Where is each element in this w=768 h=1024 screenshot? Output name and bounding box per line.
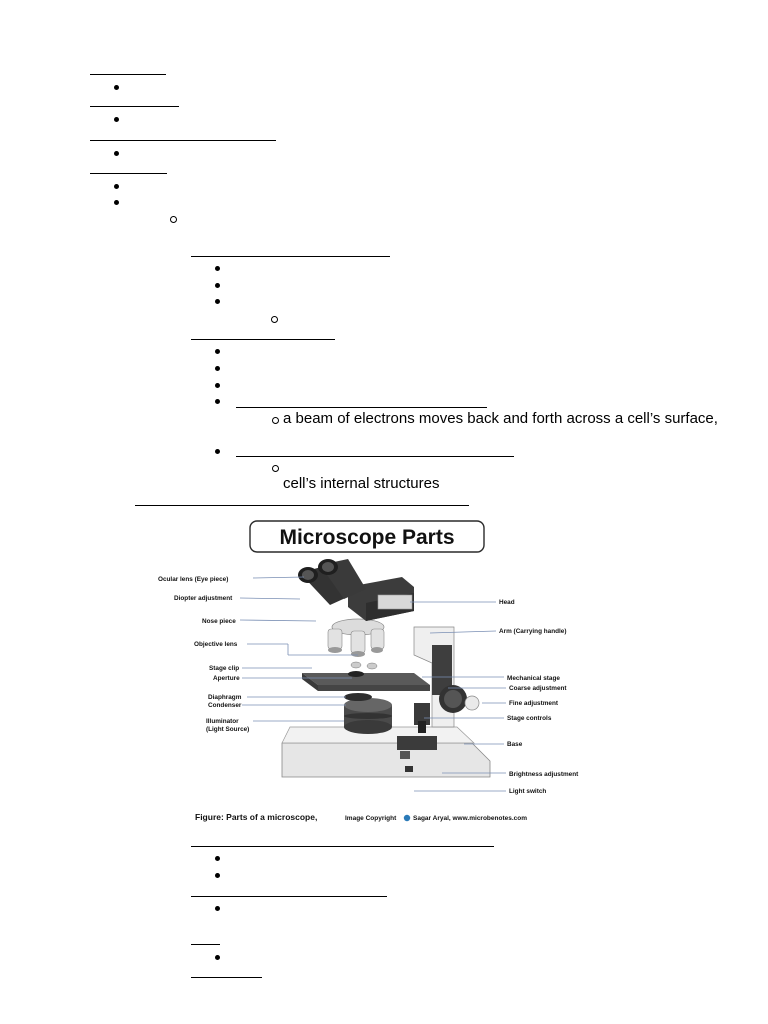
sub-bullet: [272, 465, 279, 472]
heading-underline: [191, 846, 494, 847]
sub-bullet: [271, 316, 278, 323]
term-underline: [236, 456, 514, 457]
figure-heading-underline: [135, 505, 469, 506]
label-head: Head: [499, 599, 515, 606]
heading-underline: [90, 74, 166, 75]
label-ocular-lens: Ocular lens (Eye piece): [158, 576, 229, 583]
heading-underline: [191, 256, 390, 257]
bullet: [215, 283, 220, 288]
caption-copyright: Image Copyright: [345, 815, 397, 822]
bullet: [215, 299, 220, 304]
heading-underline: [191, 977, 262, 978]
heading-underline: [191, 339, 335, 340]
label-light-switch: Light switch: [509, 788, 547, 795]
bullet: [215, 399, 220, 404]
sub-bullet: [272, 417, 279, 424]
bullet: [215, 906, 220, 911]
microscope-diagram: [152, 515, 584, 833]
label-light-source: (Light Source): [206, 726, 250, 733]
bullet: [215, 266, 220, 271]
heading-underline: [191, 896, 387, 897]
label-arm: Arm (Carrying handle): [499, 628, 567, 635]
heading-underline: [90, 106, 179, 107]
heading-underline: [90, 140, 276, 141]
bullet: [114, 151, 119, 156]
heading-underline: [191, 944, 220, 945]
caption-author: Sagar Aryal, www.microbenotes.com: [413, 815, 528, 822]
label-brightness-adjustment: Brightness adjustment: [509, 771, 579, 778]
sub-bullet: [170, 216, 177, 223]
bullet: [215, 873, 220, 878]
label-stage-controls: Stage controls: [507, 715, 552, 722]
bullet: [215, 856, 220, 861]
label-aperture: Aperture: [213, 675, 240, 682]
bullet: [114, 117, 119, 122]
bullet: [215, 383, 220, 388]
label-condenser: Condenser: [208, 702, 242, 709]
label-diaphragm: Diaphragm: [208, 694, 242, 701]
label-diopter: Diopter adjustment: [174, 595, 233, 602]
bullet: [215, 955, 220, 960]
bullet: [114, 85, 119, 90]
microscope-figure: [152, 515, 584, 833]
bullet: [215, 366, 220, 371]
label-illuminator: Illuminator: [206, 718, 239, 725]
bullet: [215, 349, 220, 354]
bullet: [114, 200, 119, 205]
label-objective-lens: Objective lens: [194, 641, 238, 648]
figure-title: Microscope Parts: [279, 526, 455, 549]
caption-main: Figure: Parts of a microscope,: [195, 812, 318, 822]
copyright-icon: [404, 815, 410, 821]
bullet: [114, 184, 119, 189]
label-mechanical-stage: Mechanical stage: [507, 675, 560, 682]
label-nose-piece: Nose piece: [202, 618, 236, 625]
label-coarse-adjustment: Coarse adjustment: [509, 685, 567, 692]
term-underline: [236, 407, 487, 408]
microscope-illustration: [282, 559, 490, 777]
heading-underline: [90, 173, 167, 174]
label-stage-clip: Stage clip: [209, 665, 240, 672]
electron-beam-text: a beam of electrons moves back and forth across a cell’s surface,: [283, 410, 718, 427]
internal-structures-text: cell’s internal structures: [283, 475, 440, 492]
label-fine-adjustment: Fine adjustment: [509, 700, 559, 707]
label-base: Base: [507, 741, 523, 748]
bullet: [215, 449, 220, 454]
